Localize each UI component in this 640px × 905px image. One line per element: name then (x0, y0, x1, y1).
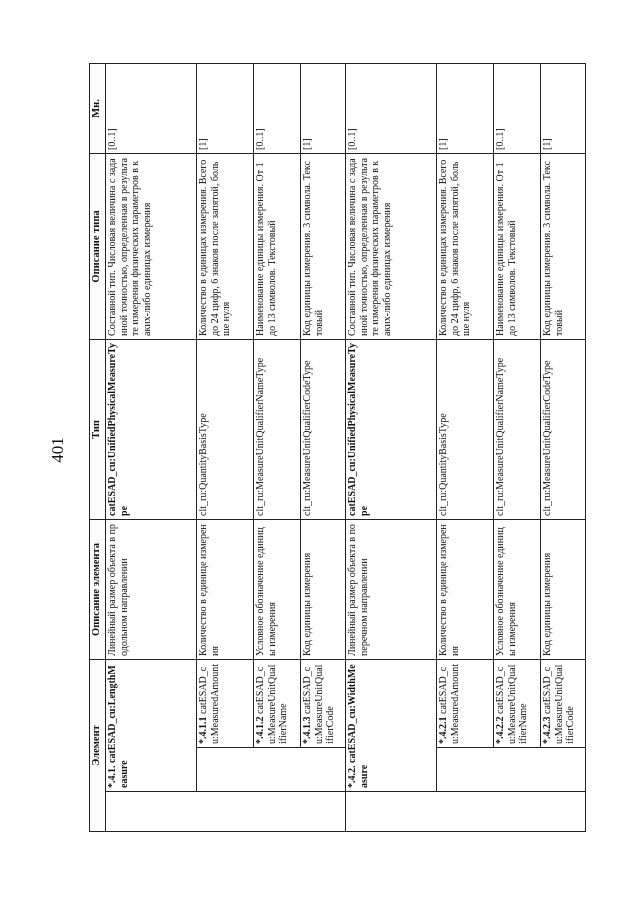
element-cell: *.4.1. catESAD_cu:LengthMeasure (106, 659, 197, 791)
multiplicity-cell: [1] (197, 63, 254, 153)
header-type-description: Описание типа (90, 153, 106, 339)
table-row (106, 63, 197, 831)
indent-cell (346, 792, 437, 832)
indent-cell (197, 748, 254, 792)
page-number: 401 (48, 437, 67, 463)
description-cell: Количество в единице измерения (197, 519, 254, 659)
type-description-cell: Код единицы измерения. 3 символа. Текстовый (541, 153, 586, 339)
table-row (301, 63, 346, 831)
multiplicity-cell: [1] (437, 63, 494, 153)
description-cell: Линейный размер объекта в продольном направлении (106, 519, 197, 659)
table-row (346, 63, 437, 831)
element-cell: *.4.1.2 catESAD_cu:MeasureUnitQualifierName (254, 659, 301, 747)
type-cell: clt_ru:MeasureUnitQualifierCodeType (541, 339, 586, 519)
description-cell: Код единицы измерения (541, 519, 586, 659)
header-element: Элемент (90, 659, 106, 831)
description-cell: Условное обозначение единицы измерения (254, 519, 301, 659)
description-cell: Условное обозначение единицы измерения (494, 519, 541, 659)
table-row (437, 63, 494, 831)
elements-table (89, 63, 586, 832)
type-description-cell: Составной тип. Числовая величина с заданной точностью, определенная в результате измерения физических параметров в каких-либо единицах измерения (106, 153, 197, 339)
type-description-cell: Код единицы измерения. 3 символа. Текстовый (301, 153, 346, 339)
multiplicity-cell: [0..1] (254, 63, 301, 153)
table-row (541, 63, 586, 831)
element-cell: *.4.2. catESAD_cu:WidthMeasure (346, 659, 437, 791)
header-multiplicity: Мн. (90, 63, 106, 153)
indent-cell (437, 748, 494, 792)
indent-cell (106, 792, 197, 832)
element-cell: *.4.1.1 catESAD_cu:MeasuredAmount (197, 659, 254, 747)
type-cell: clt_ru:MeasureUnitQualifierNameType (494, 339, 541, 519)
multiplicity-cell: [0..1] (346, 63, 437, 153)
description-cell: Линейный размер объекта в поперечном направлении (346, 519, 437, 659)
table-row (197, 63, 254, 831)
multiplicity-cell: [0..1] (106, 63, 197, 153)
element-cell: *.4.2.2 catESAD_cu:MeasureUnitQualifierName (494, 659, 541, 747)
table-row (494, 63, 541, 831)
type-description-cell: Наименование единицы измерения. От 1 до 13 символов. Текстовый (494, 153, 541, 339)
rotated-table-wrapper (89, 64, 576, 832)
multiplicity-cell: [0..1] (494, 63, 541, 153)
type-description-cell: Количество в единицах измерения. Всего до 24 цифр, 6 знаков после запятой, больше нуля (197, 153, 254, 339)
type-description-cell: Составной тип. Числовая величина с заданной точностью, определенная в результате измерения физических параметров в каких-либо единицах измерения (346, 153, 437, 339)
type-cell: clt_ru:QuantityBasisType (197, 339, 254, 519)
description-cell: Код единицы измерения (301, 519, 346, 659)
element-cell: *.4.1.3 catESAD_cu:MeasureUnitQualifierCode (301, 659, 346, 747)
type-description-cell: Наименование единицы измерения. От 1 до 13 символов. Текстовый (254, 153, 301, 339)
header-type: Тип (90, 339, 106, 519)
type-description-cell: Количество в единицах измерения. Всего до 24 цифр, 6 знаков после запятой, больше нуля (437, 153, 494, 339)
multiplicity-cell: [1] (541, 63, 586, 153)
table-row (254, 63, 301, 831)
header-row (90, 63, 106, 831)
type-cell: catESAD_cu:UnifiedPhysicalMeasureType (106, 339, 197, 519)
type-cell: clt_ru:QuantityBasisType (437, 339, 494, 519)
element-cell: *.4.2.1 catESAD_cu:MeasuredAmount (437, 659, 494, 747)
header-description: Описание элемента (90, 519, 106, 659)
type-cell: catESAD_cu:UnifiedPhysicalMeasureType (346, 339, 437, 519)
element-cell: *.4.2.3 catESAD_cu:MeasureUnitQualifierCode (541, 659, 586, 747)
multiplicity-cell: [1] (301, 63, 346, 153)
description-cell: Количество в единице измерения (437, 519, 494, 659)
type-cell: clt_ru:MeasureUnitQualifierNameType (254, 339, 301, 519)
type-cell: clt_ru:MeasureUnitQualifierCodeType (301, 339, 346, 519)
